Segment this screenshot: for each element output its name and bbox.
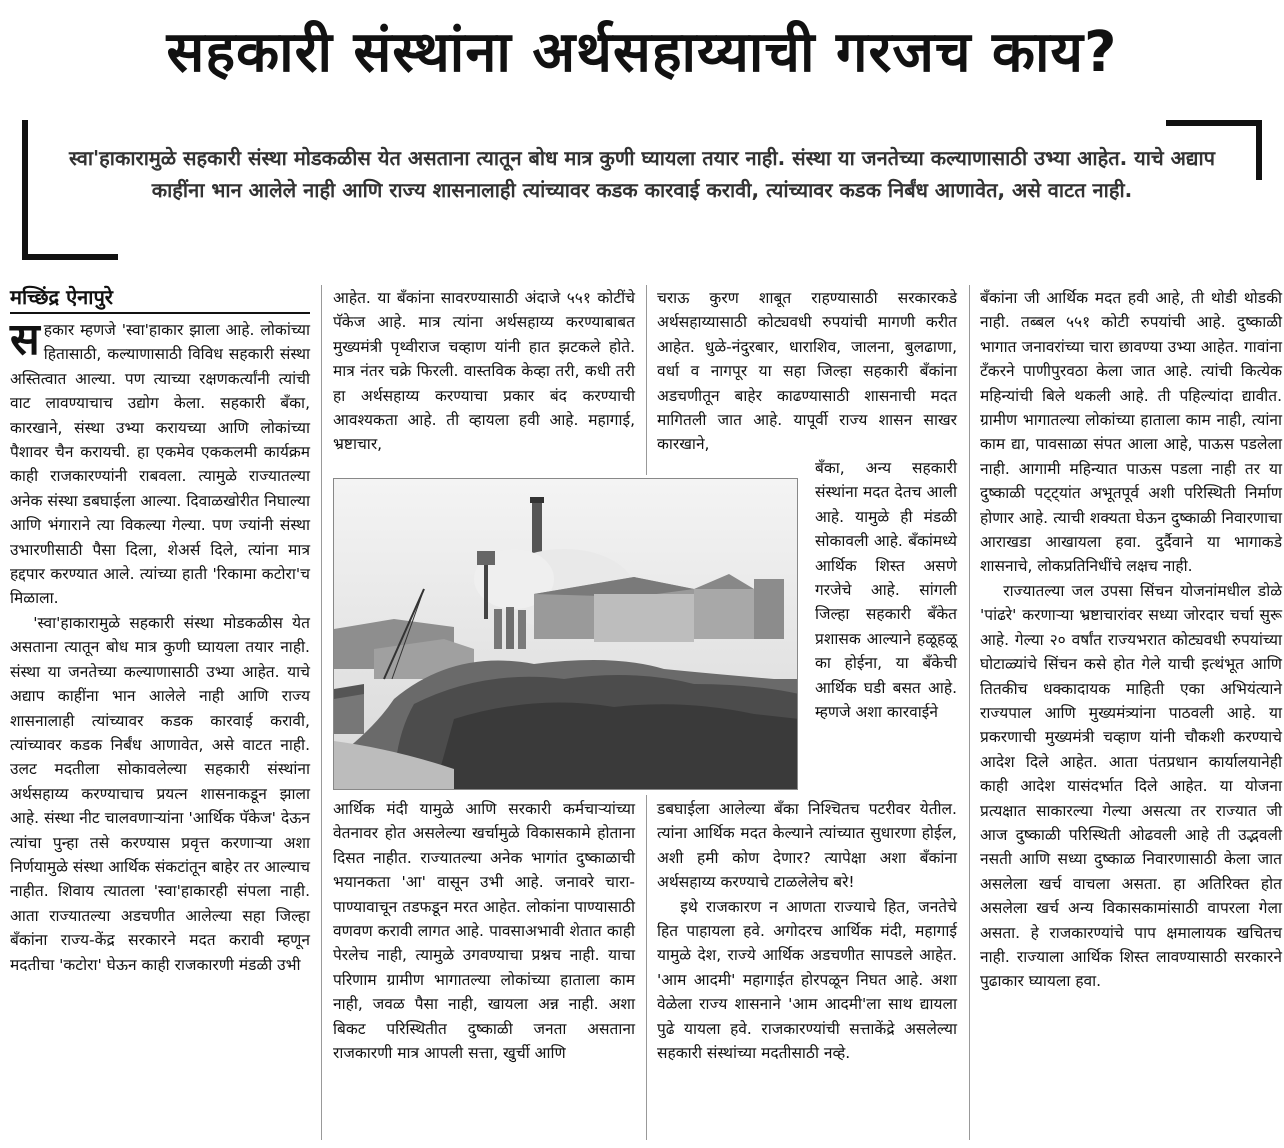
- article-column-2-bottom: [333, 797, 635, 1065]
- paragraph: बँकांना जी आर्थिक मदत हवी आहे, ती थोडी थोडकी नाही. तब्बल ५५१ कोटी रुपयांची आहे. दुष्काळी भागात जनावरांच्या चारा छावण्या उभ्या आहेत. गावांना टँकरने पाणीपुरवठा केला जात आहे. त्यांची कित्येक महिन्यांची बिले थकली आहे. ती पहिल्यांदा द्यावीत. ग्रामीण भागातल्या लोकांच्या हाताला काम नाही, त्यांना काम द्या, पावसाळा संपत आला आहे, पाऊस पडलेला नाही. आगामी महिन्यात पाऊस पडला नाही तर या दुष्काळी पट्ट्यांत अभूतपूर्व अशी परिस्थिती निर्माण होणार आहे. त्याची शक्यता घेऊन दुष्काळी निवारणाचा आराखडा आखायला हवा. दुर्दैवाने या भागाकडे शासनाचे, लोकप्रतिनिधींचे लक्षच नाही.: [980, 289, 1282, 576]
- column-rule: [969, 285, 970, 1140]
- sugar-factory-photo: [333, 478, 798, 790]
- paragraph: आहेत. या बँकांना सावरण्यासाठी अंदाजे ५५१ कोटींचे पॅकेज आहे. मात्र त्यांना अर्थसहाय्य करण्याबाबत मुख्यमंत्री पृथ्वीराज चव्हाण यांनी हात झटकले होते. मात्र नंतर चक्रे फिरली. वास्तविक केव्हा तरी, कधी तरी हा अर्थसहाय्य करण्याचा प्रकार बंद करण्याची आवश्यकता आहे. ती व्हायला हवी आहे. महागाई, भ्रष्टाचार,: [333, 289, 635, 454]
- paragraph: राज्यातल्या जल उपसा सिंचन योजनांमधील डोळे 'पांढरे' करणाऱ्या भ्रष्टाचारांवर सध्या जोरदार चर्चा सुरू आहे. गेल्या २० वर्षांत राज्यभरात कोट्यवधी रुपयांच्या घोटाळ्यांचे सिंचन कसे होत गेले याची इत्थंभूत आणि तितकीच धक्कादायक माहिती एका अभियंत्याने राज्यपाल आणि मुख्यमंत्र्यांना पाठवली आहे. या प्रकरणाची मुख्यमंत्री चव्हाण यांनी चौकशी करण्याचे आदेश दिले आहेत. आता पंतप्रधान कार्यालयानेही काही आदेश यासंदर्भात दिले आहेत. या योजना प्रत्यक्षात साकारल्या गेल्या असत्या तर राज्यात जी आज दुष्काळी परिस्थिती ओढवली आहे ती उद्भवली नसती आणि सध्या दुष्काळ निवारणासाठी केला जात असलेला खर्च वाचला असता. हा अतिरिक्त होत असलेला खर्च अन्य विकासकामांसाठी वापरला गेला असता. हे राजकारण्यांचे पाप क्षमालायक खचितच नाही. राज्याला आर्थिक शिस्त लावण्यासाठी सरकारने पुढाकार घ्यायला हवा.: [980, 581, 1282, 991]
- paragraph-text: हकार म्हणजे 'स्वा'हाकार झाला आहे. लोकांच्या हितासाठी, कल्याणासाठी विविध सहकारी संस्था अस्तित्वात आल्या. पण त्याच्या रक्षणकर्त्यांनी त्यांची वाट लावण्याचाच उद्योग केला. सहकारी बँका, कारखाने, संस्था उभ्या करायच्या आणि लोकांच्या पैशावर चैन करायची. हा एकमेव एककलमी कार्यक्रम काही राजकारण्यांनी राबवला. त्यामुळे राज्यातल्या अनेक संस्था डबघाईला आल्या. दिवाळखोरीत निघाल्या आणि भंगाराने त्या विकल्या गेल्या. पण ज्यांनी संस्था उभारणीसाठी पैसा दिला, शेअर्स दिले, त्यांना मात्र हद्दपार करण्यात आले. त्यांच्या हाती 'रिकामा कटोरा'च मिळाला.: [10, 321, 310, 608]
- deck-bracket-left-bottom: [22, 254, 118, 260]
- paragraph: [10, 314, 310, 611]
- paragraph: चराऊ कुरण शाबूत राहण्यासाठी सरकारकडे अर्थसहाय्यासाठी कोट्यवधी रुपयांची मागणी करीत आहेत. धुळे-नंदुरबार, धाराशिव, जालना, बुलढाणा, वर्धा व नागपूर या सहा जिल्हा सहकारी बँकांना अडचणीतून बाहेर काढण्यासाठी शासनाची मदत मागितली जात आहे. यापूर्वी राज्य शासन साखर कारखाने,: [657, 289, 957, 454]
- deck-box: [22, 120, 1262, 260]
- deck-bracket-right-top: [1166, 120, 1262, 126]
- article-column-2-top: [333, 286, 635, 457]
- article-column-3-narrow: [815, 456, 957, 724]
- article-column-3-bottom: [657, 797, 957, 1065]
- article-column-3-top: [657, 286, 957, 457]
- article-column-1: [10, 314, 310, 977]
- paragraph: इथे राजकारण न आणता राज्याचे हित, जनतेचे हित पाहायला हवे. अगोदरच आर्थिक मंदी, महागाई यामुळे देश, राज्ये आर्थिक अडचणीत सापडले आहेत. 'आम आदमी' महागाईत होरपळून निघत आहे. अशा वेळेला राज्य शासनाने 'आम आदमी'ला साथ द्यायला पुढे यायला हवे. राजकारण्यांची सत्ताकेंद्रे असलेल्या सहकारी संस्थांच्या मदतीसाठी नव्हे.: [657, 897, 957, 1063]
- byline-rule: [10, 312, 310, 314]
- byline: मच्छिंद्र ऐनापुरे: [10, 285, 113, 309]
- paragraph: आर्थिक मंदी यामुळे आणि सरकारी कर्मचाऱ्यांच्या वेतनावर होत असलेल्या खर्चामुळे विकासकामे होताना दिसत नाहीत. राज्यातल्या अनेक भागांत दुष्काळाची भयानकता 'आ' वासून उभी आहे. जनावरे चारा-पाण्यावाचून तडफडून मरत आहेत. लोकांना पाण्यासाठी वणवण करावी लागत आहे. पावसाअभावी शेतात काही पेरलेच नाही, त्यामुळे उगवण्याचा प्रश्नच नाही. याचा परिणाम ग्रामीण भागातल्या लोकांच्या हाताला काम नाही, जवळ पैसा नाही, खायला अन्न नाही. अशा बिकट परिस्थितीत दुष्काळी जनता असताना राजकारणी मात्र आपली सत्ता, खुर्ची आणि: [333, 800, 635, 1063]
- deck-text: स्वा'हाकारामुळे सहकारी संस्था मोडकळीस येत असताना त्यातून बोध मात्र कुणी घ्यायला तयार नाही. संस्था या जनतेच्या कल्याणासाठी उभ्या आहेत. याचे अद्याप काहींना भान आलेले नाही आणि राज्य शासनालाही त्यांच्यावर कडक कारवाई करावी, त्यांच्यावर कडक निर्बंध आणावेत, असे वाटत नाही.: [68, 146, 1216, 202]
- column-rule: [646, 285, 647, 475]
- dropcap: स: [10, 314, 40, 365]
- article-column-4: [980, 286, 1282, 994]
- paragraph: बँका, अन्य सहकारी संस्थांना मदत देतच आली आहे. यामुळे ही मंडळी सोकावली आहे. बँकांमध्ये आर्थिक शिस्त असणे गरजेचे आहे. सांगली जिल्हा सहकारी बँकेत प्रशासक आल्याने हळूहळू का होईना, या बँकेची आर्थिक घडी बसत आहे. म्हणजे अशा कारवाईने: [815, 459, 957, 722]
- headline: सहकारी संस्थांना अर्थसहाय्याची गरजच काय?: [166, 20, 1118, 85]
- deck-bracket-right: [1256, 120, 1262, 180]
- deck-bracket-left: [22, 120, 32, 260]
- paragraph: डबघाईला आलेल्या बँका निश्चितच पटरीवर येतील. त्यांना आर्थिक मदत केल्याने त्यांच्यात सुधारणा होईल, अशी हमी कोण देणार? त्यापेक्षा अशा बँकांना अर्थसहाय्य करण्याचे टाळलेलेच बरे!: [657, 800, 957, 892]
- column-rule: [646, 795, 647, 1140]
- column-rule: [321, 285, 322, 1140]
- paragraph: 'स्वा'हाकारामुळे सहकारी संस्था मोडकळीस येत असताना त्यातून बोध मात्र कुणी घ्यायला तयार नाही. संस्था या जनतेच्या कल्याणासाठी उभ्या आहेत. याचे अद्याप काहींना भान आलेले नाही आणि राज्य शासनालाही त्यांच्यावर कडक कारवाई करावी, त्यांच्यावर कडक निर्बंध आणावेत, असे वाटत नाही. उलट मदतीला सोकावलेल्या सहकारी संस्थांना अर्थसहाय्य करण्याचाच प्रयत्न शासनाकडून झाला आहे. संस्था नीट चालवणाऱ्यांना 'आर्थिक पॅकेज' देऊन त्यांचा पुन्हा तसे करण्यास प्रवृत्त करणाऱ्या अशा निर्णयामुळे संस्था आर्थिक संकटांतून बाहेर तर आल्याच नाहीत. शिवाय त्यातला 'स्वा'हाकारही संपला नाही. आता राज्यातल्या अडचणीत आलेल्या सहा जिल्हा बँकांना राज्य-केंद्र सरकारने मदत करावी म्हणून मदतीचा 'कटोरा' घेऊन काही राजकारणी मंडळी उभी: [10, 613, 310, 974]
